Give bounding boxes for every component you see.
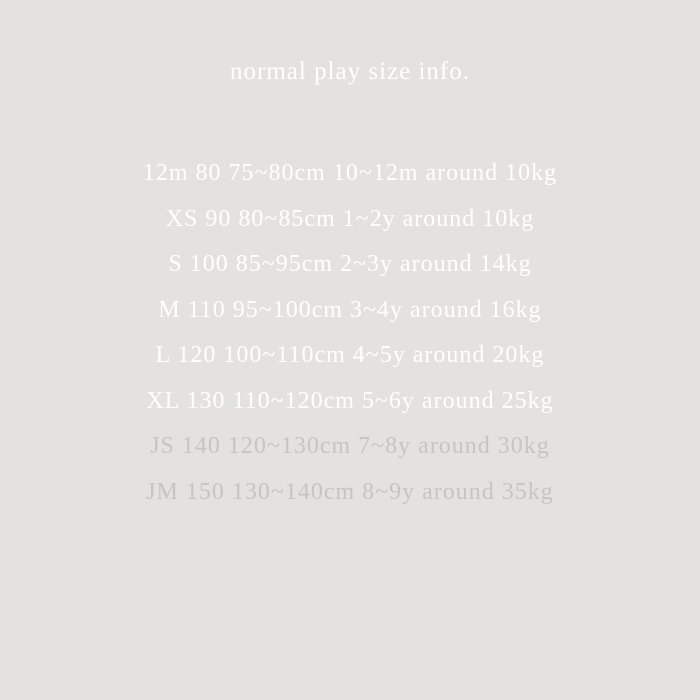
size-row-jm: JM 150 130~140cm 8~9y around 35kg bbox=[146, 478, 554, 505]
size-list bbox=[0, 155, 700, 519]
size-row-s: S 100 85~95cm 2~3y around 14kg bbox=[168, 251, 532, 277]
size-info-title: normal play size info. bbox=[230, 58, 470, 85]
size-row-xl: XL 130 110~120cm 5~6y around 25kg bbox=[146, 387, 554, 414]
size-row-l: L 120 100~110cm 4~5y around 20kg bbox=[155, 342, 545, 368]
size-row-xs: XS 90 80~85cm 1~2y around 10kg bbox=[165, 205, 535, 232]
size-row-m: M 110 95~100cm 3~4y around 16kg bbox=[158, 296, 542, 323]
size-row-12m: 12m 80 75~80cm 10~12m around 10kg bbox=[142, 160, 558, 186]
size-row-js: JS 140 120~130cm 7~8y around 30kg bbox=[150, 433, 550, 459]
